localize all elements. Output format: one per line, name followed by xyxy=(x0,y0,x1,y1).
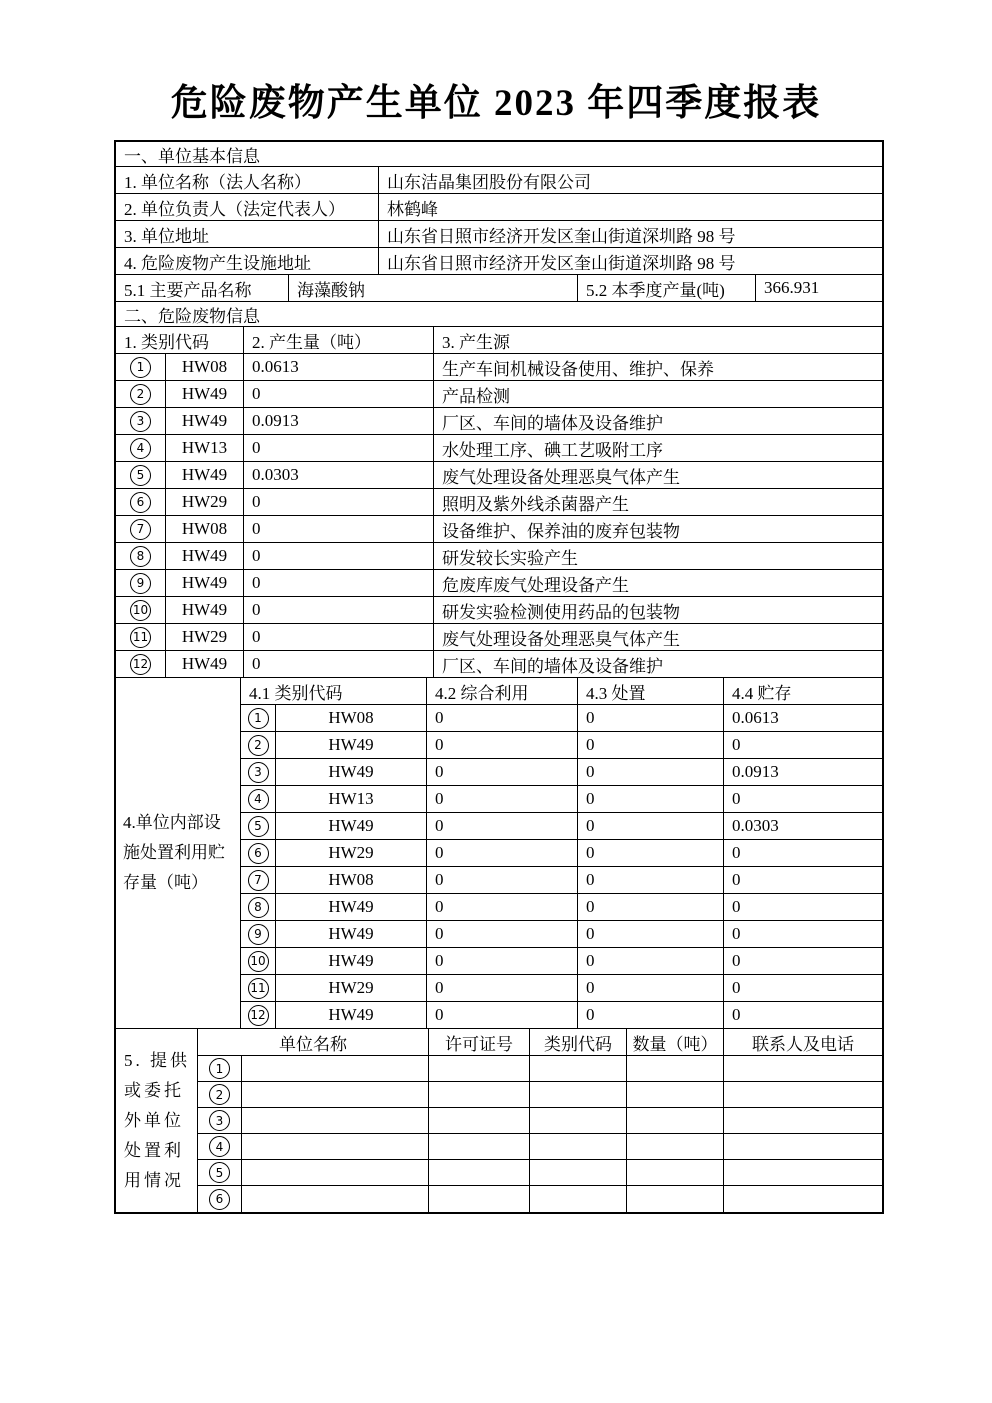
waste-row xyxy=(116,624,882,651)
internal-recycle-cell: 0 xyxy=(427,948,578,975)
quarter-output-value: 366.931 xyxy=(756,275,882,302)
internal-store-cell: 0 xyxy=(724,1002,882,1029)
internal-dispose-header: 4.3 处置 xyxy=(578,678,724,705)
internal-store-cell: 0 xyxy=(724,840,882,867)
internal-code-cell: HW08 xyxy=(276,867,427,894)
internal-code-cell: HW49 xyxy=(276,921,427,948)
external-name-cell xyxy=(242,1056,429,1082)
waste-source-cell: 危废库废气处理设备产生 xyxy=(434,570,882,597)
row-index-badge: 1 xyxy=(130,357,151,378)
external-disposal-label: 5. 提供或委托外单位处置利用情况 xyxy=(116,1029,198,1212)
row-index-cell xyxy=(241,732,276,759)
internal-dispose-cell: 0 xyxy=(578,840,724,867)
row-index-cell xyxy=(116,408,166,435)
internal-dispose-cell: 0 xyxy=(578,813,724,840)
internal-dispose-cell: 0 xyxy=(578,975,724,1002)
facility-address-row xyxy=(116,248,882,275)
row-index-cell xyxy=(116,651,166,678)
external-disposal-rows xyxy=(198,1029,882,1212)
waste-code-cell: HW08 xyxy=(166,354,244,381)
internal-code-cell: HW49 xyxy=(276,732,427,759)
waste-amount-cell: 0 xyxy=(244,543,434,570)
row-index-cell xyxy=(198,1056,242,1082)
internal-dispose-cell: 0 xyxy=(578,867,724,894)
external-contact-cell xyxy=(724,1108,882,1134)
row-index-cell xyxy=(241,786,276,813)
row-index-badge: 8 xyxy=(130,546,151,567)
unit-head-row xyxy=(116,194,882,221)
external-permit-cell xyxy=(429,1186,530,1212)
row-index-badge: 7 xyxy=(248,870,269,891)
waste-source-cell: 研发实验检测使用药品的包装物 xyxy=(434,597,882,624)
section2-heading-row xyxy=(116,302,882,327)
internal-recycle-cell: 0 xyxy=(427,921,578,948)
row-index-badge: 5 xyxy=(209,1162,230,1183)
waste-row xyxy=(116,489,882,516)
waste-code-cell: HW49 xyxy=(166,381,244,408)
row-index-cell xyxy=(116,570,166,597)
external-qty-cell xyxy=(627,1186,724,1212)
unit-name-label: 1. 单位名称（法人名称） xyxy=(116,167,379,194)
external-row xyxy=(198,1160,882,1186)
row-index-cell xyxy=(116,543,166,570)
product-name-value: 海藻酸钠 xyxy=(289,275,578,302)
external-permit-cell xyxy=(429,1056,530,1082)
basic-info-section xyxy=(116,142,882,302)
unit-address-value: 山东省日照市经济开发区奎山街道深圳路 98 号 xyxy=(379,221,882,248)
row-index-badge: 10 xyxy=(130,600,151,621)
waste-amount-cell: 0 xyxy=(244,381,434,408)
internal-row xyxy=(241,840,882,867)
row-index-badge: 11 xyxy=(248,978,269,999)
waste-source-cell: 生产车间机械设备使用、维护、保养 xyxy=(434,354,882,381)
waste-source-cell: 设备维护、保养油的废弃包装物 xyxy=(434,516,882,543)
facility-address-label: 4. 危险废物产生设施地址 xyxy=(116,248,379,275)
section2-heading: 二、危险废物信息 xyxy=(116,302,882,327)
waste-code-cell: HW08 xyxy=(166,516,244,543)
row-index-cell xyxy=(198,1160,242,1186)
internal-row xyxy=(241,759,882,786)
waste-source-cell: 厂区、车间的墙体及设备维护 xyxy=(434,408,882,435)
external-code-cell xyxy=(530,1186,627,1212)
waste-code-cell: HW49 xyxy=(166,651,244,678)
row-index-cell xyxy=(241,921,276,948)
product-row xyxy=(116,275,882,302)
internal-code-cell: HW29 xyxy=(276,840,427,867)
row-index-badge: 6 xyxy=(248,843,269,864)
row-index-badge: 12 xyxy=(130,654,151,675)
waste-source-cell: 产品检测 xyxy=(434,381,882,408)
row-index-badge: 2 xyxy=(209,1084,230,1105)
row-index-cell xyxy=(241,948,276,975)
waste-amount-cell: 0 xyxy=(244,435,434,462)
internal-row xyxy=(241,867,882,894)
external-qty-cell xyxy=(627,1082,724,1108)
internal-row xyxy=(241,786,882,813)
external-name-cell xyxy=(242,1082,429,1108)
row-index-badge: 9 xyxy=(130,573,151,594)
internal-code-cell: HW49 xyxy=(276,813,427,840)
external-qty-cell xyxy=(627,1108,724,1134)
internal-code-cell: HW49 xyxy=(276,759,427,786)
external-contact-cell xyxy=(724,1082,882,1108)
row-index-cell xyxy=(241,705,276,732)
row-index-cell xyxy=(116,624,166,651)
internal-recycle-cell: 0 xyxy=(427,759,578,786)
row-index-badge: 11 xyxy=(130,627,151,648)
external-row xyxy=(198,1056,882,1082)
internal-row xyxy=(241,921,882,948)
waste-code-cell: HW49 xyxy=(166,570,244,597)
waste-amount-cell: 0 xyxy=(244,597,434,624)
waste-code-cell: HW49 xyxy=(166,408,244,435)
waste-source-cell: 水处理工序、碘工艺吸附工序 xyxy=(434,435,882,462)
waste-amount-cell: 0.0913 xyxy=(244,408,434,435)
section1-heading-row xyxy=(116,142,882,167)
internal-recycle-cell: 0 xyxy=(427,867,578,894)
row-index-cell xyxy=(116,354,166,381)
waste-row xyxy=(116,651,882,678)
waste-amount-header: 2. 产生量（吨） xyxy=(244,327,434,354)
external-code-header: 类别代码 xyxy=(530,1029,627,1056)
row-index-cell xyxy=(116,489,166,516)
waste-row xyxy=(116,516,882,543)
internal-dispose-cell: 0 xyxy=(578,786,724,813)
external-name-header: 单位名称 xyxy=(198,1029,429,1056)
waste-row xyxy=(116,570,882,597)
row-index-cell xyxy=(241,759,276,786)
external-qty-cell xyxy=(627,1056,724,1082)
internal-recycle-cell: 0 xyxy=(427,840,578,867)
waste-code-header: 1. 类别代码 xyxy=(116,327,244,354)
row-index-cell xyxy=(198,1108,242,1134)
external-row xyxy=(198,1134,882,1160)
waste-row xyxy=(116,354,882,381)
external-row xyxy=(198,1108,882,1134)
row-index-badge: 4 xyxy=(248,789,269,810)
external-code-cell xyxy=(530,1108,627,1134)
internal-recycle-header: 4.2 综合利用 xyxy=(427,678,578,705)
row-index-badge: 7 xyxy=(130,519,151,540)
internal-recycle-cell: 0 xyxy=(427,1002,578,1029)
waste-info-section xyxy=(116,302,882,678)
row-index-badge: 4 xyxy=(130,438,151,459)
waste-amount-cell: 0 xyxy=(244,570,434,597)
row-index-cell xyxy=(116,516,166,543)
external-qty-cell xyxy=(627,1160,724,1186)
waste-header-row xyxy=(116,327,882,354)
internal-row xyxy=(241,705,882,732)
internal-dispose-cell: 0 xyxy=(578,921,724,948)
internal-row xyxy=(241,732,882,759)
internal-store-cell: 0.0913 xyxy=(724,759,882,786)
internal-store-cell: 0 xyxy=(724,894,882,921)
internal-code-cell: HW49 xyxy=(276,1002,427,1029)
external-name-cell xyxy=(242,1108,429,1134)
waste-amount-cell: 0 xyxy=(244,624,434,651)
internal-row xyxy=(241,975,882,1002)
waste-code-cell: HW13 xyxy=(166,435,244,462)
external-contact-cell xyxy=(724,1160,882,1186)
row-index-cell xyxy=(116,381,166,408)
row-index-badge: 5 xyxy=(130,465,151,486)
external-disposal-section xyxy=(116,1029,882,1212)
external-contact-header: 联系人及电话 xyxy=(724,1029,882,1056)
internal-recycle-cell: 0 xyxy=(427,786,578,813)
document-title: 危险废物产生单位 2023 年四季度报表 xyxy=(170,83,822,124)
external-permit-cell xyxy=(429,1082,530,1108)
internal-recycle-cell: 0 xyxy=(427,975,578,1002)
external-qty-cell xyxy=(627,1134,724,1160)
external-permit-header: 许可证号 xyxy=(429,1029,530,1056)
row-index-badge: 3 xyxy=(130,411,151,432)
row-index-cell xyxy=(116,435,166,462)
external-contact-cell xyxy=(724,1186,882,1212)
unit-name-value: 山东洁晶集团股份有限公司 xyxy=(379,167,882,194)
internal-facility-rows xyxy=(241,678,882,1029)
internal-store-header: 4.4 贮存 xyxy=(724,678,882,705)
waste-source-cell: 研发较长实验产生 xyxy=(434,543,882,570)
row-index-badge: 1 xyxy=(209,1058,230,1079)
internal-code-header: 4.1 类别代码 xyxy=(241,678,427,705)
unit-address-label: 3. 单位地址 xyxy=(116,221,379,248)
internal-facility-section xyxy=(116,678,882,1029)
internal-store-cell: 0 xyxy=(724,948,882,975)
waste-row xyxy=(116,462,882,489)
row-index-badge: 3 xyxy=(209,1110,230,1131)
row-index-badge: 1 xyxy=(248,708,269,729)
waste-source-header: 3. 产生源 xyxy=(434,327,882,354)
internal-dispose-cell: 0 xyxy=(578,759,724,786)
waste-row xyxy=(116,381,882,408)
internal-row xyxy=(241,813,882,840)
internal-code-cell: HW49 xyxy=(276,948,427,975)
external-permit-cell xyxy=(429,1160,530,1186)
external-qty-header: 数量（吨） xyxy=(627,1029,724,1056)
row-index-cell xyxy=(198,1134,242,1160)
waste-source-cell: 废气处理设备处理恶臭气体产生 xyxy=(434,624,882,651)
waste-code-cell: HW49 xyxy=(166,597,244,624)
internal-row xyxy=(241,948,882,975)
row-index-badge: 2 xyxy=(130,384,151,405)
waste-source-cell: 废气处理设备处理恶臭气体产生 xyxy=(434,462,882,489)
report-table xyxy=(114,140,884,1214)
waste-row xyxy=(116,408,882,435)
unit-head-label: 2. 单位负责人（法定代表人） xyxy=(116,194,379,221)
row-index-badge: 9 xyxy=(248,924,269,945)
internal-store-cell: 0 xyxy=(724,786,882,813)
row-index-badge: 3 xyxy=(248,762,269,783)
row-index-badge: 6 xyxy=(130,492,151,513)
section1-heading: 一、单位基本信息 xyxy=(116,142,882,167)
row-index-cell xyxy=(241,840,276,867)
waste-amount-cell: 0.0613 xyxy=(244,354,434,381)
external-name-cell xyxy=(242,1186,429,1212)
external-name-cell xyxy=(242,1160,429,1186)
internal-dispose-cell: 0 xyxy=(578,732,724,759)
row-index-cell xyxy=(241,867,276,894)
row-index-cell xyxy=(116,462,166,489)
row-index-badge: 5 xyxy=(248,816,269,837)
waste-amount-cell: 0 xyxy=(244,651,434,678)
internal-dispose-cell: 0 xyxy=(578,1002,724,1029)
waste-amount-cell: 0 xyxy=(244,516,434,543)
facility-address-value: 山东省日照市经济开发区奎山街道深圳路 98 号 xyxy=(379,248,882,275)
external-code-cell xyxy=(530,1160,627,1186)
row-index-cell xyxy=(116,597,166,624)
waste-row xyxy=(116,597,882,624)
row-index-badge: 10 xyxy=(248,951,269,972)
row-index-badge: 12 xyxy=(248,1005,269,1026)
waste-source-cell: 厂区、车间的墙体及设备维护 xyxy=(434,651,882,678)
row-index-cell xyxy=(198,1082,242,1108)
internal-code-cell: HW29 xyxy=(276,975,427,1002)
waste-amount-cell: 0 xyxy=(244,489,434,516)
external-contact-cell xyxy=(724,1056,882,1082)
row-index-cell xyxy=(241,975,276,1002)
unit-name-row xyxy=(116,167,882,194)
internal-recycle-cell: 0 xyxy=(427,705,578,732)
waste-amount-cell: 0.0303 xyxy=(244,462,434,489)
external-row xyxy=(198,1186,882,1212)
internal-code-cell: HW08 xyxy=(276,705,427,732)
waste-row xyxy=(116,435,882,462)
row-index-cell xyxy=(241,1002,276,1029)
external-name-cell xyxy=(242,1134,429,1160)
external-contact-cell xyxy=(724,1134,882,1160)
row-index-cell xyxy=(198,1186,242,1212)
unit-address-row xyxy=(116,221,882,248)
internal-recycle-cell: 0 xyxy=(427,732,578,759)
row-index-cell xyxy=(241,813,276,840)
row-index-badge: 2 xyxy=(248,735,269,756)
internal-store-cell: 0 xyxy=(724,867,882,894)
internal-row xyxy=(241,1002,882,1029)
external-code-cell xyxy=(530,1056,627,1082)
row-index-badge: 4 xyxy=(209,1136,230,1157)
internal-store-cell: 0 xyxy=(724,732,882,759)
waste-code-cell: HW29 xyxy=(166,624,244,651)
row-index-badge: 8 xyxy=(248,897,269,918)
internal-code-cell: HW13 xyxy=(276,786,427,813)
internal-store-cell: 0 xyxy=(724,975,882,1002)
waste-source-cell: 照明及紫外线杀菌器产生 xyxy=(434,489,882,516)
external-header-row xyxy=(198,1029,882,1056)
internal-dispose-cell: 0 xyxy=(578,894,724,921)
unit-head-value: 林鹤峰 xyxy=(379,194,882,221)
row-index-badge: 6 xyxy=(209,1189,230,1210)
waste-code-cell: HW49 xyxy=(166,462,244,489)
internal-store-cell: 0.0613 xyxy=(724,705,882,732)
internal-recycle-cell: 0 xyxy=(427,813,578,840)
external-row xyxy=(198,1082,882,1108)
internal-recycle-cell: 0 xyxy=(427,894,578,921)
quarter-output-label: 5.2 本季度产量(吨) xyxy=(578,275,756,302)
internal-code-cell: HW49 xyxy=(276,894,427,921)
row-index-cell xyxy=(241,894,276,921)
external-code-cell xyxy=(530,1082,627,1108)
waste-code-cell: HW49 xyxy=(166,543,244,570)
product-name-label: 5.1 主要产品名称 xyxy=(116,275,289,302)
internal-row xyxy=(241,894,882,921)
internal-dispose-cell: 0 xyxy=(578,705,724,732)
internal-facility-label: 4.单位内部设施处置利用贮存量（吨） xyxy=(116,678,241,1029)
internal-store-cell: 0.0303 xyxy=(724,813,882,840)
external-code-cell xyxy=(530,1134,627,1160)
external-permit-cell xyxy=(429,1108,530,1134)
waste-row xyxy=(116,543,882,570)
internal-header-row xyxy=(241,678,882,705)
waste-code-cell: HW29 xyxy=(166,489,244,516)
internal-dispose-cell: 0 xyxy=(578,948,724,975)
internal-store-cell: 0 xyxy=(724,921,882,948)
external-permit-cell xyxy=(429,1134,530,1160)
